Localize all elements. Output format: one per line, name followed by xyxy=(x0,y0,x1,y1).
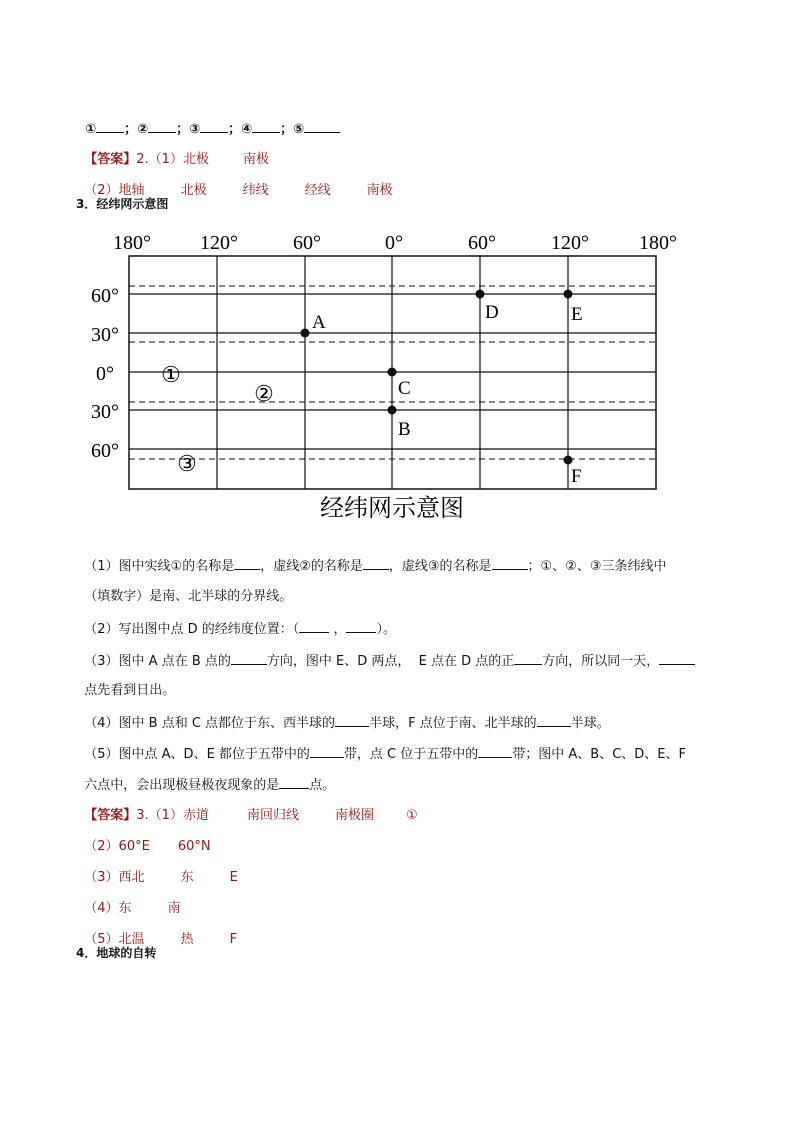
q5-text-b: 带，点 C 位于五带中的 xyxy=(343,747,479,762)
q1-blank-1[interactable] xyxy=(234,557,260,570)
answer-3-5a: 北温 xyxy=(118,932,145,947)
lon-label: 60° xyxy=(468,232,496,254)
answer-tag: 【答案】 xyxy=(84,152,137,167)
circle-label-2: ② xyxy=(254,381,274,406)
answer-3-4a: 东 xyxy=(118,901,132,916)
blank-2[interactable] xyxy=(148,120,176,133)
q4-blank-2[interactable] xyxy=(537,714,571,727)
lon-label: 180° xyxy=(639,232,677,254)
answer-3-4-prefix: （4） xyxy=(84,901,119,916)
point-f-dot xyxy=(564,456,573,465)
section-4-title: 4．地球的自转 xyxy=(76,946,157,960)
answer-2-1b: 南极 xyxy=(242,152,269,167)
answer-3-3-prefix: （3） xyxy=(84,870,119,885)
answer-2-1a: 北极 xyxy=(182,152,209,167)
q5-text-e: 点。 xyxy=(309,778,336,793)
answer-3-2b: 60°N xyxy=(177,839,211,854)
q1-text-d: ；①、②、③三条纬线中 xyxy=(527,559,667,574)
answer-3-4b: 南 xyxy=(167,901,181,916)
answer-3-3a: 西北 xyxy=(118,870,145,885)
lat-label: 60° xyxy=(91,440,119,462)
question-3-cont xyxy=(76,664,175,700)
q3-blank-3[interactable] xyxy=(659,652,695,665)
point-b-label: B xyxy=(398,419,411,440)
lon-label: 180° xyxy=(113,232,151,254)
blank-1[interactable] xyxy=(96,120,124,133)
q5-text-c: 带；图中 A、B、C、D、E、F xyxy=(512,747,686,762)
q3-text-b: 方向，图中 E、D 两点， E 点在 D 点的正 xyxy=(266,654,515,669)
circle-label-3: ③ xyxy=(177,451,197,476)
point-e-label: E xyxy=(571,304,583,325)
answer-3-3c: E xyxy=(229,870,238,885)
blank-label-5: ；⑤ xyxy=(280,122,305,137)
lon-label: 120° xyxy=(200,232,238,254)
point-e-dot xyxy=(564,290,573,299)
q1-text-c: ，虚线③的名称是 xyxy=(388,559,492,574)
point-b-dot xyxy=(388,406,397,415)
answer-3-5-prefix: （5） xyxy=(84,932,119,947)
point-a-dot xyxy=(301,329,310,338)
q2-text-b: ， xyxy=(329,622,347,637)
answer-3-1c: 南极圈 xyxy=(335,808,375,823)
diagram-caption: 经纬网示意图 xyxy=(320,496,464,522)
answer-2-2d: 经线 xyxy=(304,183,331,198)
point-d-label: D xyxy=(485,302,499,323)
point-f-label: F xyxy=(571,466,582,487)
q3-text-c: 方向，所以同一天， xyxy=(542,654,660,669)
q1-text-e: （填数字）是南、北半球的分界线。 xyxy=(84,589,293,604)
lat-label: 0° xyxy=(96,363,114,385)
q2-blank-1[interactable] xyxy=(299,620,329,633)
q3-text-d: 点先看到日出。 xyxy=(84,683,176,698)
q3-blank-2[interactable] xyxy=(514,652,542,665)
q5-blank-3[interactable] xyxy=(279,776,309,789)
q2-blank-2[interactable] xyxy=(346,620,376,633)
q4-text-b: 半球，F 点位于南、北半球的 xyxy=(369,716,537,731)
question-1-cont xyxy=(76,570,292,606)
lat-label: 30° xyxy=(91,324,119,346)
answer-2-2c: 纬线 xyxy=(242,183,269,198)
blank-label-3: ；③ xyxy=(176,122,201,137)
blank-4[interactable] xyxy=(252,120,280,133)
lat-lon-grid-diagram xyxy=(88,222,708,527)
answer-3-5c: F xyxy=(229,932,238,947)
q1-blank-2[interactable] xyxy=(363,557,389,570)
section-3-title: 3．经纬网示意图 xyxy=(76,197,169,211)
answer-2-2e: 南极 xyxy=(366,183,393,198)
blank-5[interactable] xyxy=(304,120,340,133)
answer-tag: 【答案】 xyxy=(84,808,137,823)
lon-label: 60° xyxy=(293,232,321,254)
answer-3-1d: ① xyxy=(406,808,418,823)
q1-text-b: ，虚线②的名称是 xyxy=(260,559,363,574)
point-c-label: C xyxy=(398,378,411,399)
answer-3-head: 3.（1） xyxy=(136,808,183,823)
blank-3[interactable] xyxy=(200,120,228,133)
answer-2-head: 2.（1） xyxy=(136,152,183,167)
answer-2-2b: 北极 xyxy=(180,183,207,198)
q2-text-c: ）。 xyxy=(376,622,396,637)
lat-label: 60° xyxy=(91,285,119,307)
blank-label-4: ；④ xyxy=(228,122,253,137)
q5-text-d: 六点中，会出现极昼极夜现象的是 xyxy=(84,778,280,793)
point-c-dot xyxy=(388,368,397,377)
q1-blank-3[interactable] xyxy=(492,557,528,570)
q3-text-a: （3）图中 A 点在 B 点的 xyxy=(84,654,231,669)
answer-3-1a: 赤道 xyxy=(182,808,209,823)
answer-3-2a: 60°E xyxy=(118,839,150,854)
answer-2-2-prefix: （2） xyxy=(84,183,119,198)
q4-text-a: （4）图中 B 点和 C 点都位于东、西半球的 xyxy=(84,716,336,731)
q5-text-a: （5）图中点 A、D、E 都位于五带中的 xyxy=(84,747,310,762)
answer-3-3b: 东 xyxy=(180,870,194,885)
q5-blank-2[interactable] xyxy=(478,745,512,758)
answer-2-2a: 地轴 xyxy=(118,183,145,198)
blank-label-1: ① xyxy=(85,122,97,137)
q2-text-a: （2）写出图中点 D 的经纬度位置：（ xyxy=(84,622,300,637)
answer-3-2-prefix: （2） xyxy=(84,839,119,854)
lon-label: 120° xyxy=(551,232,589,254)
circle-label-1: ① xyxy=(161,362,181,387)
lat-label: 30° xyxy=(91,401,119,423)
blank-label-2: ；② xyxy=(124,122,149,137)
answer-3-1b: 南回归线 xyxy=(246,808,299,823)
q3-blank-1[interactable] xyxy=(231,652,267,665)
q4-text-c: 半球。 xyxy=(570,716,610,731)
q4-blank-1[interactable] xyxy=(335,714,369,727)
answer-3-5b: 热 xyxy=(180,932,194,947)
lon-label: 0° xyxy=(385,232,403,254)
q5-blank-1[interactable] xyxy=(310,745,344,758)
q1-text-a: （1）图中实线①的名称是 xyxy=(84,559,235,574)
point-a-label: A xyxy=(312,312,326,333)
point-d-dot xyxy=(476,290,485,299)
